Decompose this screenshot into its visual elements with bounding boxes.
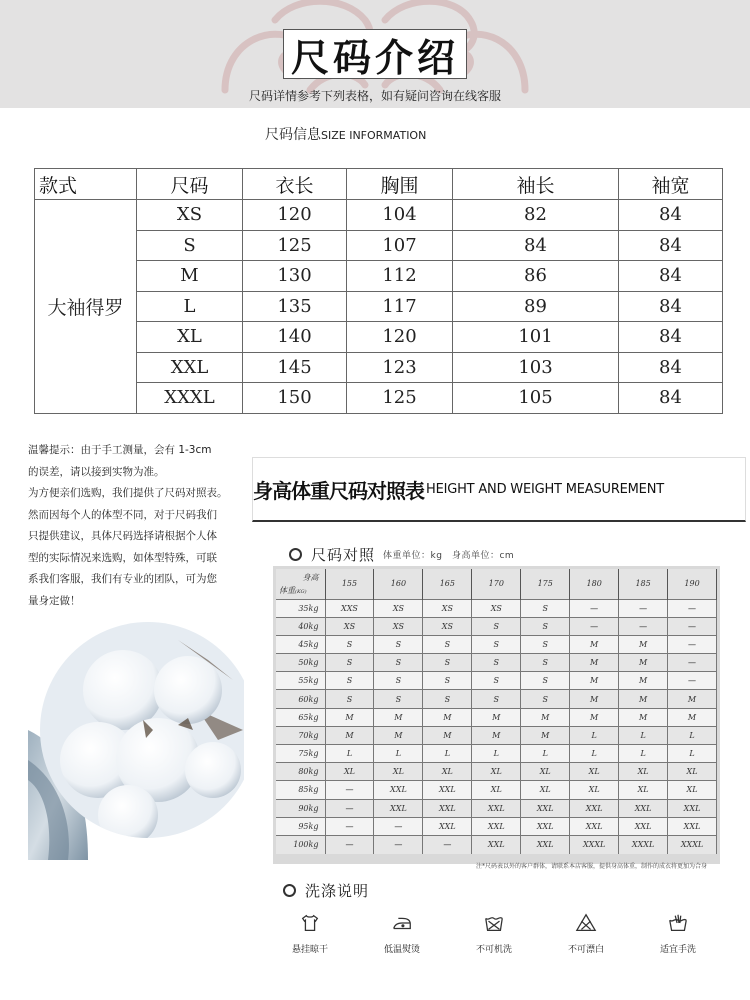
size-chart-title-text: 尺码对照	[311, 546, 376, 564]
size-recommendation-cell: M	[619, 635, 668, 653]
size-recommendation-cell: M	[423, 708, 472, 726]
style-name-cell: 大袖得罗	[35, 200, 137, 414]
header-style: 款式	[35, 169, 137, 200]
size-table-cell: 84	[619, 230, 723, 261]
size-recommendation-cell: XS	[325, 617, 374, 635]
size-recommendation-cell: XXL	[570, 817, 619, 835]
size-recommendation-cell: XL	[423, 763, 472, 781]
weight-cell: 70kg	[276, 726, 325, 744]
size-table-cell: XS	[137, 200, 243, 231]
circle-bullet-icon	[283, 884, 296, 897]
size-recommendation-cell: M	[374, 726, 423, 744]
size-recommendation-cell: —	[668, 654, 717, 672]
size-recommendation-cell: L	[619, 726, 668, 744]
weight-row	[276, 690, 717, 708]
size-recommendation-cell: XXL	[423, 781, 472, 799]
no-bleach-icon	[575, 912, 597, 934]
size-recommendation-cell: S	[472, 690, 521, 708]
size-recommendation-cell: M	[668, 708, 717, 726]
size-info-heading	[265, 124, 426, 144]
size-recommendation-cell: XXXL	[668, 835, 717, 853]
size-recommendation-cell: XL	[619, 781, 668, 799]
size-table-cell: 123	[347, 352, 453, 383]
size-recommendation-cell: S	[374, 672, 423, 690]
height-weight-header	[252, 457, 746, 522]
height-header-row	[276, 569, 717, 599]
weight-row	[276, 599, 717, 617]
size-table-row	[35, 261, 723, 292]
weight-cell: 90kg	[276, 799, 325, 817]
size-table-cell: XXXL	[137, 383, 243, 414]
size-recommendation-cell: L	[619, 745, 668, 763]
weight-row	[276, 817, 717, 835]
size-recommendation-cell: S	[521, 690, 570, 708]
size-table-cell: 120	[347, 322, 453, 353]
size-recommendation-cell: S	[325, 690, 374, 708]
weight-row	[276, 672, 717, 690]
height-header-cell: 170	[472, 569, 521, 599]
size-recommendation-cell: XXL	[472, 799, 521, 817]
size-recommendation-cell: XL	[668, 763, 717, 781]
size-table-row	[35, 230, 723, 261]
size-recommendation-cell: —	[325, 835, 374, 853]
size-table-cell: 84	[453, 230, 619, 261]
size-table	[34, 168, 723, 414]
size-table-cell: 125	[243, 230, 347, 261]
weight-row	[276, 635, 717, 653]
header-chest: 胸围	[347, 169, 453, 200]
size-recommendation-cell: M	[668, 690, 717, 708]
size-recommendation-cell: M	[570, 708, 619, 726]
no-machine-wash-icon	[483, 912, 505, 934]
size-recommendation-cell: XL	[325, 763, 374, 781]
size-table-cell: 112	[347, 261, 453, 292]
weight-cell: 35kg	[276, 599, 325, 617]
tip-line: 只提供建议，具体尺码选择请根据个人体	[28, 530, 217, 542]
weight-cell: 75kg	[276, 745, 325, 763]
size-recommendation-cell: —	[619, 599, 668, 617]
size-recommendation-cell: M	[570, 635, 619, 653]
weight-row	[276, 781, 717, 799]
size-recommendation-cell: —	[668, 617, 717, 635]
size-recommendation-cell: XS	[472, 599, 521, 617]
size-recommendation-cell: M	[619, 672, 668, 690]
size-recommendation-cell: XL	[472, 763, 521, 781]
header-size: 尺码	[137, 169, 243, 200]
size-recommendation-cell: —	[570, 599, 619, 617]
size-table-cell: 84	[619, 261, 723, 292]
tip-line: 系我们客服，我们有专业的团队，可为您	[28, 573, 217, 585]
size-recommendation-cell: XS	[423, 617, 472, 635]
size-recommendation-cell: M	[570, 672, 619, 690]
size-recommendation-cell: XXL	[521, 799, 570, 817]
size-recommendation-cell: XXL	[374, 799, 423, 817]
size-recommendation-cell: XXL	[668, 799, 717, 817]
wash-item-hand-wash	[643, 912, 713, 955]
size-chart-note: 注*尺码表以外的客户群体，请联系本店客服，提供身高体重，制作的成衣将更加为合身	[475, 863, 707, 871]
size-table-cell: 135	[243, 291, 347, 322]
wash-instructions-title	[283, 880, 369, 901]
size-recommendation-cell: XXL	[423, 799, 472, 817]
wash-item-low-iron	[367, 912, 437, 955]
size-recommendation-cell: XS	[374, 599, 423, 617]
weight-cell: 85kg	[276, 781, 325, 799]
size-table-cell: 84	[619, 383, 723, 414]
size-recommendation-cell: —	[374, 835, 423, 853]
size-recommendation-cell: XXL	[472, 835, 521, 853]
wash-item-no-machine-wash	[459, 912, 529, 955]
size-recommendation-cell: XL	[521, 763, 570, 781]
weight-cell: 80kg	[276, 763, 325, 781]
size-recommendation-cell: M	[570, 654, 619, 672]
size-table-cell: 140	[243, 322, 347, 353]
size-recommendation-cell: XXL	[374, 781, 423, 799]
height-weight-title-cn: 身高体重尺码对照表	[253, 478, 424, 503]
size-recommendation-cell: M	[619, 708, 668, 726]
size-table-cell: 103	[453, 352, 619, 383]
size-recommendation-cell: S	[325, 654, 374, 672]
tip-line: 量身定做！	[28, 594, 81, 607]
size-recommendation-cell: L	[423, 745, 472, 763]
size-recommendation-cell: M	[325, 726, 374, 744]
size-table-cell: 101	[453, 322, 619, 353]
size-recommendation-cell: XXL	[668, 817, 717, 835]
size-recommendation-cell: L	[521, 745, 570, 763]
weight-cell: 60kg	[276, 690, 325, 708]
weight-row	[276, 654, 717, 672]
weight-cell: 40kg	[276, 617, 325, 635]
header-banner	[0, 0, 750, 108]
weight-row	[276, 799, 717, 817]
size-recommendation-cell: XXL	[570, 799, 619, 817]
size-chart-unit-note: 体重单位：kg 身高单位：cm	[383, 551, 515, 561]
size-recommendation-cell: M	[472, 726, 521, 744]
wash-label-low-iron: 低温熨烫	[383, 945, 420, 955]
size-recommendation-cell: XXXL	[619, 835, 668, 853]
size-recommendation-cell: XXXL	[570, 835, 619, 853]
size-table-cell: 120	[243, 200, 347, 231]
page-title: 尺码介绍	[290, 34, 459, 80]
weight-row	[276, 835, 717, 853]
size-table-cell: 130	[243, 261, 347, 292]
size-recommendation-cell: S	[521, 599, 570, 617]
size-recommendation-cell: —	[668, 635, 717, 653]
size-table-cell: 86	[453, 261, 619, 292]
size-table-cell: 145	[243, 352, 347, 383]
size-table-header-row	[35, 169, 723, 200]
size-recommendation-cell: S	[521, 617, 570, 635]
size-recommendation-cell: XL	[619, 763, 668, 781]
size-recommendation-cell: —	[423, 835, 472, 853]
wash-item-no-bleach	[551, 912, 621, 955]
size-recommendation-cell: S	[472, 617, 521, 635]
size-recommendation-cell: S	[472, 672, 521, 690]
size-recommendation-cell: XXL	[619, 799, 668, 817]
size-recommendation-cell: L	[325, 745, 374, 763]
size-recommendation-cell: M	[570, 690, 619, 708]
tip-text	[28, 440, 250, 612]
size-recommendation-cell: S	[325, 635, 374, 653]
size-recommendation-cell: —	[570, 617, 619, 635]
wash-label-no-machine-wash: 不可机洗	[475, 945, 512, 955]
weight-cell: 50kg	[276, 654, 325, 672]
height-weight-title-en: HEIGHT AND WEIGHT MEASUREMENT	[426, 481, 664, 497]
wash-label-hanging-dry: 悬挂晾干	[291, 945, 328, 955]
size-info-cn: 尺码信息	[265, 127, 321, 143]
tip-line: 的误差，请以接到实物为准。	[28, 465, 165, 478]
size-recommendation-cell: L	[668, 745, 717, 763]
wash-item-hanging-dry	[275, 912, 345, 955]
size-table-cell: 82	[453, 200, 619, 231]
low-temp-iron-icon	[391, 912, 413, 934]
tip-line: 型的实际情况来选购，如体型特殊，可联	[28, 551, 217, 564]
hand-wash-icon	[667, 912, 689, 934]
size-recommendation-cell: S	[374, 654, 423, 672]
size-recommendation-cell: S	[423, 690, 472, 708]
size-recommendation-cell: —	[325, 817, 374, 835]
size-table-cell: 117	[347, 291, 453, 322]
page-title-box	[283, 29, 467, 79]
height-header-cell: 190	[668, 569, 717, 599]
size-table-cell: 150	[243, 383, 347, 414]
size-recommendation-cell: —	[619, 617, 668, 635]
height-header-cell: 180	[570, 569, 619, 599]
height-header-cell: 185	[619, 569, 668, 599]
size-recommendation-cell: S	[472, 654, 521, 672]
size-recommendation-cell: L	[668, 726, 717, 744]
size-table-cell: XL	[137, 322, 243, 353]
size-table-row	[35, 291, 723, 322]
size-recommendation-cell: —	[374, 817, 423, 835]
size-recommendation-cell: M	[521, 726, 570, 744]
wash-label-no-bleach: 不可漂白	[567, 945, 604, 955]
weight-cell: 55kg	[276, 672, 325, 690]
size-chart-title	[289, 544, 514, 565]
size-recommendation-cell: M	[619, 654, 668, 672]
size-recommendation-cell: XXL	[521, 817, 570, 835]
size-recommendation-cell: M	[325, 708, 374, 726]
size-recommendation-cell: S	[374, 635, 423, 653]
size-recommendation-cell: S	[472, 635, 521, 653]
weight-cell: 45kg	[276, 635, 325, 653]
size-recommendation-cell: M	[374, 708, 423, 726]
size-recommendation-cell: XL	[668, 781, 717, 799]
size-table-cell: 105	[453, 383, 619, 414]
size-table-row	[35, 200, 723, 231]
size-table-cell: 107	[347, 230, 453, 261]
tip-line: 温馨提示：由于手工测量，会有 1-3cm	[28, 444, 212, 456]
height-header-cell: 165	[423, 569, 472, 599]
height-header-cell: 155	[325, 569, 374, 599]
size-recommendation-cell: L	[570, 745, 619, 763]
height-header-cell: 160	[374, 569, 423, 599]
header-sleeve-width: 袖宽	[619, 169, 723, 200]
weight-row	[276, 726, 717, 744]
size-recommendation-cell: M	[423, 726, 472, 744]
size-recommendation-cell: L	[374, 745, 423, 763]
corner-weight-label	[279, 585, 307, 596]
size-table-cell: M	[137, 261, 243, 292]
size-table-cell: 84	[619, 291, 723, 322]
cotton-image	[28, 620, 244, 860]
size-table-row	[35, 352, 723, 383]
size-recommendation-cell: S	[325, 672, 374, 690]
size-recommendation-cell: S	[521, 672, 570, 690]
tip-line: 然而因每个人的体型不同，对于尺码我们	[28, 508, 217, 521]
corner-weight-text: 体重	[279, 585, 295, 595]
size-recommendation-cell: L	[570, 726, 619, 744]
size-recommendation-cell: —	[325, 799, 374, 817]
size-recommendation-cell: XL	[521, 781, 570, 799]
height-weight-table	[276, 569, 717, 854]
size-table-cell: 84	[619, 200, 723, 231]
hanging-dry-icon	[299, 912, 321, 934]
size-recommendation-cell: S	[423, 654, 472, 672]
weight-cell: 95kg	[276, 817, 325, 835]
weight-row	[276, 708, 717, 726]
size-recommendation-cell: XL	[570, 763, 619, 781]
size-info-en: SIZE INFORMATION	[321, 129, 427, 142]
size-recommendation-cell: XXS	[325, 599, 374, 617]
size-recommendation-cell: L	[472, 745, 521, 763]
size-recommendation-cell: XS	[423, 599, 472, 617]
size-recommendation-cell: XXL	[423, 817, 472, 835]
size-table-cell: 104	[347, 200, 453, 231]
size-table-cell: 84	[619, 322, 723, 353]
size-recommendation-cell: —	[325, 781, 374, 799]
weight-row	[276, 617, 717, 635]
weight-row	[276, 745, 717, 763]
weight-row	[276, 763, 717, 781]
size-table-row	[35, 322, 723, 353]
size-recommendation-cell: XL	[374, 763, 423, 781]
size-recommendation-cell: S	[423, 635, 472, 653]
size-recommendation-cell: M	[521, 708, 570, 726]
size-table-cell: L	[137, 291, 243, 322]
size-recommendation-cell: XS	[374, 617, 423, 635]
size-recommendation-cell: S	[521, 654, 570, 672]
size-recommendation-cell: XXL	[619, 817, 668, 835]
size-table-cell: S	[137, 230, 243, 261]
size-recommendation-cell: M	[472, 708, 521, 726]
corner-weight-unit: (KG)	[295, 588, 307, 595]
size-recommendation-cell: —	[668, 672, 717, 690]
weight-cell: 65kg	[276, 708, 325, 726]
size-recommendation-cell: XXL	[521, 835, 570, 853]
size-table-cell: 125	[347, 383, 453, 414]
size-recommendation-cell: S	[423, 672, 472, 690]
page-subtitle: 尺码详情参考下列表格，如有疑问咨询在线客服	[248, 89, 501, 103]
height-weight-chart	[273, 566, 720, 871]
weight-cell: 100kg	[276, 835, 325, 853]
size-recommendation-cell: XXL	[472, 817, 521, 835]
size-recommendation-cell: S	[374, 690, 423, 708]
size-table-cell: 89	[453, 291, 619, 322]
size-table-cell: XXL	[137, 352, 243, 383]
size-recommendation-cell: XL	[472, 781, 521, 799]
size-recommendation-cell: M	[619, 690, 668, 708]
header-sleeve-length: 袖长	[453, 169, 619, 200]
circle-bullet-icon	[289, 548, 302, 561]
size-table-row	[35, 383, 723, 414]
header-length: 衣长	[243, 169, 347, 200]
size-recommendation-cell: XL	[570, 781, 619, 799]
size-recommendation-cell: —	[668, 599, 717, 617]
size-table-cell: 84	[619, 352, 723, 383]
wash-title-text: 洗涤说明	[305, 882, 370, 900]
corner-cell	[276, 569, 325, 599]
wash-label-hand-wash: 适宜手洗	[659, 945, 696, 955]
height-header-cell: 175	[521, 569, 570, 599]
corner-height-label: 身高	[302, 573, 319, 582]
size-recommendation-cell: S	[521, 635, 570, 653]
tip-line: 为方便亲们选购，我们提供了尺码对照表。	[28, 487, 228, 499]
